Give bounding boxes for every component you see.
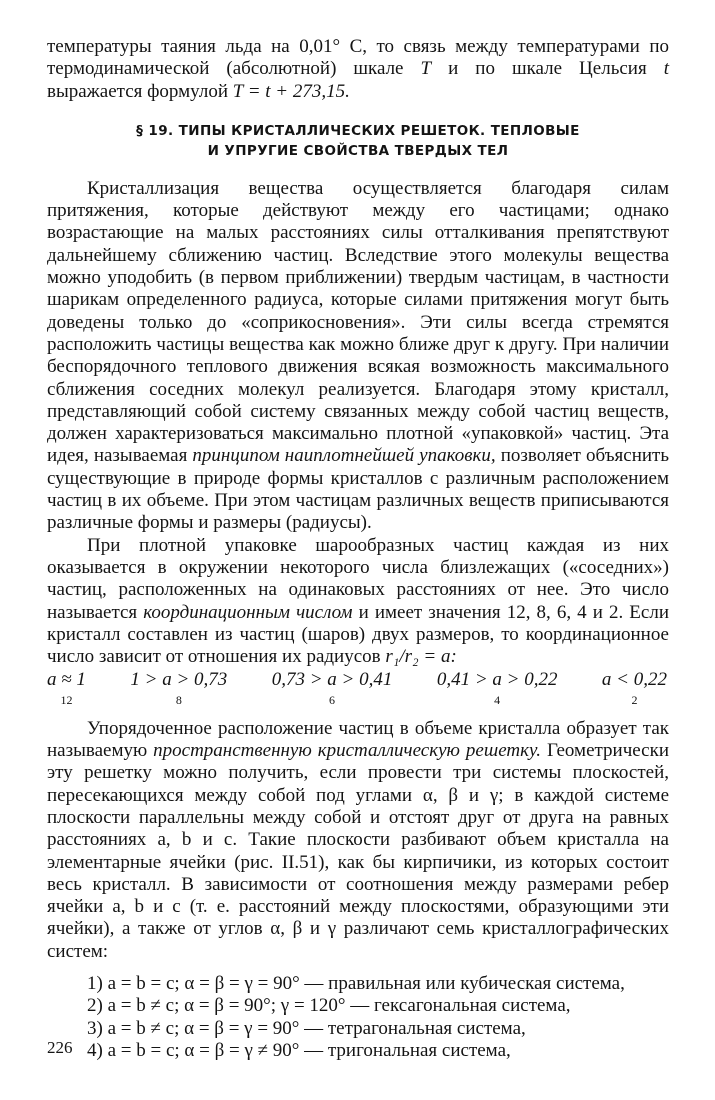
radius-ratio-formula: r₁/r₂ = a: (385, 646, 457, 668)
paragraph-text-cont: позволяет объяснить существующие в природе формы кристаллов с различным расположением частиц в их объеме. При этом частицам различных веществ приписываются различные формы и размеры (радиусы). (47, 445, 669, 534)
paragraph-crystallization (47, 178, 669, 535)
coordination-ratios (47, 669, 669, 705)
symbol-t: t (663, 58, 669, 80)
paragraph-text: Упорядоченное расположение частиц в объеме кристалла образует так называемую (47, 717, 669, 762)
intro-text-middle: и по шкале Цельсия (431, 58, 664, 80)
paragraph-coordination-number (47, 535, 669, 669)
ratio-expression: a < 0,22 (601, 669, 667, 691)
intro-text-formula-prefix: выражается формулой (47, 80, 233, 102)
ratio-expression: 0,41 > a > 0,22 (436, 669, 558, 691)
coordination-number: 8 (175, 692, 182, 707)
paragraph-text: Кристаллизация вещества осуществляется благодаря силам притяжения, которые действуют между его частицами; однако возрастающие на малых расстояниях силы отталкивания препятствуют дальнейшему сближению частиц. Вследствие этого молекулы вещества можно уподобить (в первом приближении) твердым частицам, в частности шарикам определенного радиуса, которые силами притяжения могут быть доведены только до «соприкосновения». Эти силы всегда стремятся расположить частицы вещества как можно ближе друг к другу. При наличии беспорядочного теплового движения всякая возможность максимального сближения соседних молекул реализуется. Благодаря этому кристалл, представляющий собой систему связанных между собой частиц веществ, должен характеризоваться максимально плотной «упаковкой» частиц. Эта идея, называемая (47, 177, 669, 467)
coordination-number: 12 (60, 692, 73, 707)
coordination-number: 2 (631, 692, 638, 707)
term-coordination-number: координационным числом (143, 601, 353, 623)
ratio-item (47, 669, 86, 705)
paragraph-text-cont: Геометрически эту решетку можно получить, если провести три системы плоскостей, пересекающихся между собой под углами α, β и γ; в каждой системе плоскости параллельны между собой и отстоят друг от друга на равных расстояниях a, b и c. Такие плоскости разбивают объем кристалла на элементарные ячейки (рис. II.51), как бы кирпичики, из которых состоит весь кристалл. В зависимости от соотношения между размерами ребер ячейки a, b и c (т. е. расстояний между плоскостями, образующими эти ячейки), а также от углов α, β и γ различают семь кристаллографических систем: (47, 740, 670, 962)
section-heading (47, 121, 669, 161)
coordination-number: 4 (494, 692, 501, 707)
list-item: 3) a = b ≠ c; α = β = γ = 90° — тетрагональная система, (87, 1017, 526, 1039)
ratio-item (130, 669, 227, 705)
ratio-expression: 0,73 > a > 0,41 (271, 669, 393, 691)
ratio-expression: 1 > a > 0,73 (130, 669, 228, 691)
ratio-item (602, 669, 667, 705)
list-item: 2) a = b ≠ c; α = β = 90°; γ = 120° — гексагональная система, (87, 995, 571, 1017)
paragraph-text-cont: и имеет значения 12, 8, 6, 4 и 2. Если кристалл составлен из частиц (шаров) двух размеров, то координационное число зависит от отношения их радиусов (47, 601, 669, 668)
list-item: 1) a = b = c; α = β = γ = 90° — правильная или кубическая система, (87, 972, 625, 994)
coordination-number: 6 (329, 692, 336, 707)
ratio-item (437, 669, 558, 705)
section-heading-line2: И УПРУГИЕ СВОЙСТВА ТВЕРДЫХ ТЕЛ (207, 142, 509, 159)
section-heading-line1: § 19. ТИПЫ КРИСТАЛЛИЧЕСКИХ РЕШЕТОК. ТЕПЛОВЫЕ (136, 122, 580, 139)
intro-text: температуры таяния льда на 0,01° С, то связь между температурами по термодинамической (абсолютной) шкале (47, 36, 669, 80)
list-item: 4) a = b = c; α = β = γ ≠ 90° — тригональная система, (87, 1039, 511, 1061)
page-content (47, 36, 669, 1062)
kelvin-formula: T = t + 273,15. (232, 80, 350, 102)
ratio-item (272, 669, 393, 705)
crystal-systems-list (47, 973, 669, 1062)
intro-paragraph (47, 36, 669, 103)
paragraph-crystal-lattice (47, 718, 669, 963)
term-densest-packing: принципом наиплотнейшей упаковки, (192, 445, 496, 467)
ratio-expression: a ≈ 1 (47, 669, 86, 691)
term-spatial-lattice: пространственную кристаллическую решетку. (153, 740, 541, 762)
page-number: 226 (47, 1038, 73, 1057)
paragraph-text: При плотной упаковке шарообразных частиц каждая из них оказывается в окружении некоторого числа близлежащих («соседних») частиц, расположенных на одинаковых расстояниях от нее. Это число называется (47, 534, 669, 623)
symbol-T: T (420, 58, 432, 80)
